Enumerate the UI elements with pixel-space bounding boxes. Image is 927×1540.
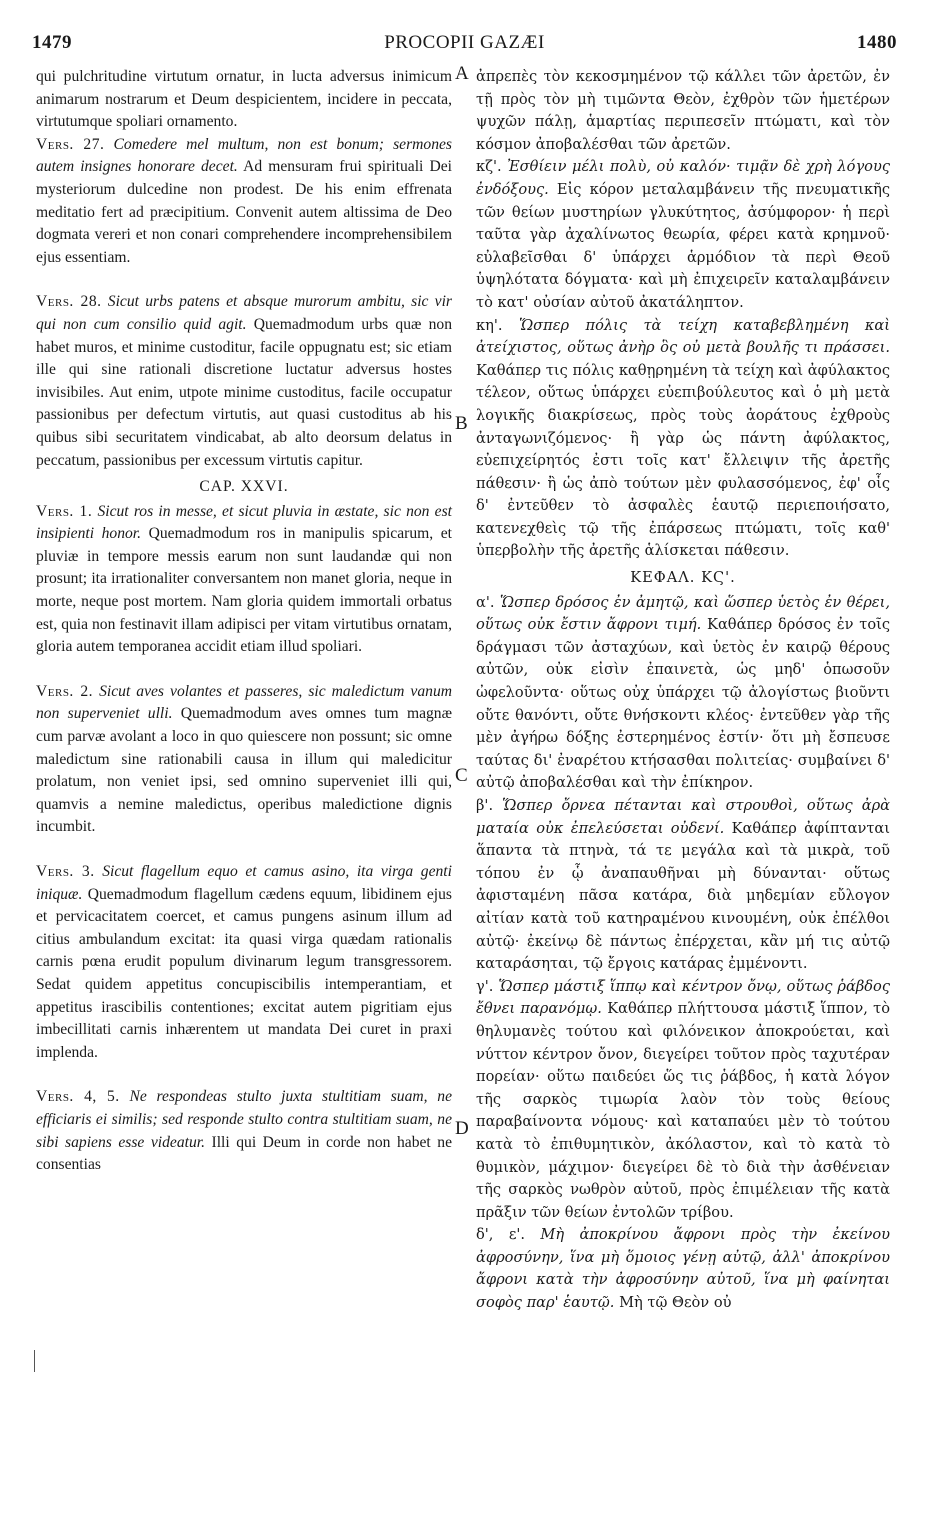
greek-verse-4-5	[476, 1224, 890, 1314]
verse-label: α'.	[476, 593, 495, 611]
verse-label: κη'.	[476, 316, 503, 334]
page-number-left: 1479	[32, 32, 72, 53]
greek-verse-27	[476, 156, 890, 314]
latin-verse-27	[36, 134, 452, 270]
greek-verse-1	[476, 592, 890, 795]
latin-verse-4-5	[36, 1086, 452, 1176]
latin-paragraph: qui pulchritudine virtutum ornatur, in lucta adversus inimicum animarum nostrarum et Deum despicientem, incidere in peccata, virtutumque spoliari ornamento.	[36, 68, 452, 131]
greek-verse-3	[476, 976, 890, 1225]
verse-commentary: Quemadmodum flagellum cædens equum, libidinem ejus et pervicacitatem coercet, et camus pungens asinum illum ad citius ambulandum excitat: ita quasi virga quædam rationalis carnis pœna erudit populum divinarum legum transgressorem. Sedat quidem appetitus concupiscibilis intemperantiam, et appetitus irascibilis contentiones; excitat autem pigritiam ejus imbecillitati carnis inhærentem ut mandata Dei curet in praxi implenda.	[36, 885, 453, 1061]
verse-quote: Sicut aves volantes et passeres, sic maledictum vanum non superveniet ulli.	[36, 682, 453, 723]
latin-verse-2	[36, 681, 452, 839]
verse-quote: Ἐσθίειν μέλι πολὺ, οὐ καλόν· τιμᾷν δὲ χρὴ λόγους ἐνδόξους.	[476, 158, 891, 198]
chapter-heading: ΚΕΦΑΛ. ΚϚ'.	[630, 569, 736, 587]
section-marker-c: C	[455, 765, 468, 786]
verse-commentary: Καθάπερ τις πόλις καθῃρημένη τὰ τείχη καὶ ἀφύλακτος τέλεον, οὕτως ὑπάρχει εὐεπιβούλευτος καὶ ὁ μὴ μετὰ λογικῆς διακρίσεως, πρὸς τοὺς ἀοράτους ἐχθροὺς ἀνταγωνιζόμενος· ἢ γὰρ ὡς πάντη ἀφύλακτος, εὐεπιχείρητός ἐστι τοῖς κατ' ἔλλειψιν τῆς ἀρετῆς πάθεσιν· ἢ ὡς ἀπὸ τούτων μὲν φυλασσόμενος, ἐφ' οἷς δ' ἐντεῦθεν τὸ ἀσφαλὲς ἑαυτῷ περιεποιήσατο, κατενεχθεὶς τῷ τῆς ἐπάρσεως πτώματι, τοῖς καθ' ὑπερβολὴν τῆς ἀρετῆς ἁλίσκεται πάθεσιν.	[476, 361, 890, 560]
greek-verse-2	[476, 795, 890, 976]
verse-commentary: Εἰς κόρον μεταλαμβάνειν τῆς πνευματικῆς τῶν θείων μυστηρίων γλυκύτητος, ἀσύμφορον· ἡ περὶ ταῦτα γὰρ ἀχαλίνωτος θεωρία, φέρει κατὰ κρημνοῦ· εὐλαβεῖσθαι δ' ὑπάρχει ἁρμόδιον τὰ περὶ Θεοῦ ὑψηλότατα δόγματα· καὶ μὴ ἐπιχειρεῖν καταλαμβάνειν τὸ κατ' οὐσίαν αὐτοῦ ἀκατάληπτον.	[476, 180, 890, 311]
verse-commentary: Ad mensuram frui spirituali Dei mysteriorum dulcedine non prodest. De his enim effrenata meditatio fert ad præcipitium. Convenit autem altissima de Deo dogmata vereri et non conari comprehendere incomprehensibilem ejus essentiam.	[36, 158, 452, 266]
verse-quote: Ὥσπερ δρόσος ἐν ἀμητῷ, καὶ ὥσπερ ὑετὸς ἐν θέρει, οὕτως οὐκ ἔστιν ἄφρονι τιμή.	[476, 593, 890, 634]
latin-verse-1	[36, 501, 452, 659]
verse-quote: Comedere mel multum, non est bonum; sermones autem insignes honorare decet.	[36, 135, 452, 176]
verse-label: Vers. 28.	[36, 293, 102, 311]
verse-commentary: Καθάπερ δρόσος ἐν τοῖς δράγμασι τῶν ἀσταχύων, καὶ ὑετὸς ἐν καιρῷ θέρους αὐτῶν, οὐκ εἰσὶν ἐπαινετὰ, ὡς μηδ' ὁπωσοῦν ὠφελοῦντα· οὕτως οὐχ ὑπάρχει τῷ ἀλογίστως βιοῦντι οὔτε θανόντι, οὔτε θνήσκοντι κλέος· ἐντεῦθεν γὰρ τῆς μὲν ἀγήρω δόξης ἐστερημένος ἐστίν· ὅτι μὴ ἔσπευσε ταύτας δι' ἐναρέτου κτήσασθαι πολιτείας· συμβαίνει δ' αὐτῷ ἀποβαλέσθαι καὶ τὴν ἐπίκηρον.	[476, 616, 891, 792]
verse-label: Vers. 3.	[36, 863, 95, 880]
page-number-right: 1480	[857, 32, 897, 53]
verse-commentary: Καθάπερ πλήττουσα μάστιξ ἵππον, τὸ θηλυμανὲς τούτου καὶ φιλόνεικον ἀποκρούεται, καὶ νύττον κέντρον ὄνον, διεγείρει τοῦτον πρὸς ταχυτέραν πορείαν· οὕτω παιδεύει ὥς τις ῥάβδος, ἡ κατὰ λόγον τῆς σαρκὸς τιμωρία λαὸν τὸν τοὺς θείους παραβαίνοντα νόμους· καὶ καταπαύει μὲν τὸ τούτου κατὰ τὸ ἐπιθυμητικὸν, ἀκόλαστον, καὶ τὸ κατὰ τὸ θυμικὸν, μάχιμον· διεγείρει δὲ τὸ διὰ τὴν ἀσθένειαν τῆς σαρκὸς νωθρὸν αὐτοῦ, πρὸς ἐπιμέλειαν τῆς κατὰ πρᾶξιν τῶν θείων ἐντολῶν τρίβου.	[476, 1000, 891, 1221]
section-marker-a: A	[455, 63, 469, 84]
verse-label: γ'.	[476, 977, 494, 995]
verse-label: Vers. 27.	[36, 135, 105, 153]
verse-commentary: Quemadmodum ros in manipulis spicarum, et pluviæ in tempore messis earum non sunt laudandæ qui non prosunt; ita irrationaliter conversantem non manet gloria, neque in morte, neque post mortem. Nam gloria quidem immortali orbatus est, quia non festinavit illam adipisci per vitam virtutibus ornatam, gloria autem temporanea accidit etiam illud spoliari.	[36, 525, 452, 656]
verse-quote: Ὥσπερ ὄρνεα πέτανται καὶ στρουθοὶ, οὕτως ἀρὰ ματαία οὐκ ἐπελεύσεται οὐδενί.	[476, 797, 891, 837]
greek-column	[476, 66, 890, 1315]
page-header	[32, 32, 897, 66]
latin-column	[36, 66, 452, 1177]
verse-commentary: Καθάπερ ἀφίπτανται ἅπαντα τὰ πτηνὰ, τά τε μεγάλα καὶ τὰ μικρὰ, τοῦ τόπου ἐν ᾧ ἀναπαυθῆναι μὴ δύνανται· οὕτως ἀφισταμένη πᾶσα κατάρα, διὰ μηδεμίαν εὔλογον αἰτίαν κατὰ τοῦ κατηραμένου κινουμένη, οὐκ ἐπέλθοι αὐτῷ· ἐκείνῳ δὲ πάντως ἐπέρχεται, κἂν μή τις αὐτῷ καταράσηται, τῷ ἔργοις κατάρας ἐμμένοντι.	[476, 819, 890, 973]
verse-quote: Sicut ros in messe, et sicut pluvia in æstate, sic non est insipienti honor.	[36, 502, 452, 543]
verse-label: β'.	[476, 797, 494, 814]
verse-quote: Μὴ ἀποκρίνου ἄφρονι πρὸς τὴν ἐκείνου ἀφροσύνην, ἵνα μὴ ὅμοιος γένῃ αὐτῷ, ἀλλ' ἀποκρίνου ἄφρονι κατὰ τὴν ἀφροσύνην αὐτοῦ, ἵνα μὴ φαίνηται σοφὸς παρ' ἑαυτῷ.	[476, 1226, 890, 1312]
verse-commentary: Quemadmodum urbs quæ non habet muros, et minime custoditur, facile oppugnatu est; sic etiam ille qui sine rationali discretione luctatur adversus hostes invisibiles. Aut enim, utpote minime custoditus, facile occupatur passionibus per defectum virtutis, aut quasi custoditus ab his quibus sibi securitatem vindicabat, ab alto deorsum delatus in peccatum, passionibus per excessum virtutis capitur.	[36, 315, 453, 469]
greek-paragraph: ἀπρεπὲς τὸν κεκοσμημένον τῷ κάλλει τῶν ἀρετῶν, ἐν τῇ πρὸς τὸν μὴ τιμῶντα Θεὸν, ἐχθρὸν τῶν ἡμετέρων ψυχῶν πάλῃ, ἁμαρτίας περιπεσεῖν πτώματι, καὶ τὸν κόσμον ἀποβαλέσθαι τῶν ἀρετῶν.	[476, 68, 890, 153]
verse-label: Vers. 1.	[36, 502, 93, 520]
running-title: PROCOPII GAZÆI	[384, 32, 545, 53]
greek-verse-28	[476, 315, 890, 564]
margin-mark	[34, 1350, 35, 1372]
verse-quote: Ὥσπερ μάστιξ ἵππῳ καὶ κέντρον ὄνῳ, οὕτως ῥάβδος ἔθνει παρανόμῳ.	[476, 977, 891, 1018]
verse-label: Vers. 4, 5.	[36, 1088, 120, 1106]
section-marker-d: D	[455, 1118, 469, 1139]
verse-quote: Sicut flagellum equo et camus asino, ita virga genti iniquæ.	[36, 863, 452, 903]
chapter-heading: CAP. XXVI.	[199, 478, 289, 496]
verse-quote: Ne respondeas stulto juxta stultitiam suam, ne efficiaris ei similis; sed responde stulto contra stultitiam suam, ne sibi sapiens esse videatur.	[36, 1088, 452, 1151]
latin-verse-28	[36, 291, 452, 472]
verse-label: Vers. 2.	[36, 682, 94, 700]
latin-verse-3	[36, 861, 452, 1064]
verse-quote: Ὥσπερ πόλις τὰ τείχη καταβεβλημένη καὶ ἀτείχιστος, οὕτως ἀνὴρ ὃς οὐ μετὰ βουλῆς τι πράσσει.	[476, 316, 890, 357]
verse-commentary: Μὴ τῷ Θεὸν οὐ	[619, 1294, 732, 1312]
section-marker-b: B	[455, 413, 468, 434]
verse-commentary: Illi qui Deum in corde non habet ne consentias	[36, 1133, 453, 1174]
verse-quote: Sicut urbs patens et absque murorum ambitu, sic vir qui non cum consilio quid agit.	[36, 293, 452, 333]
verse-label: δ', ε'.	[476, 1226, 526, 1244]
verse-commentary: Quemadmodum aves omnes tum magnæ cum parvæ avolant a loco in quo quiescere non possunt; sic omne maledictum sine rationabili causa in illum qui maledicitur prolatum, non veniet ipsi, sed omnino superveniet illi qui, quamvis a nemine maledictus, operibus maledictione dignis incumbit.	[36, 705, 452, 836]
verse-label: κζ'.	[476, 158, 502, 176]
